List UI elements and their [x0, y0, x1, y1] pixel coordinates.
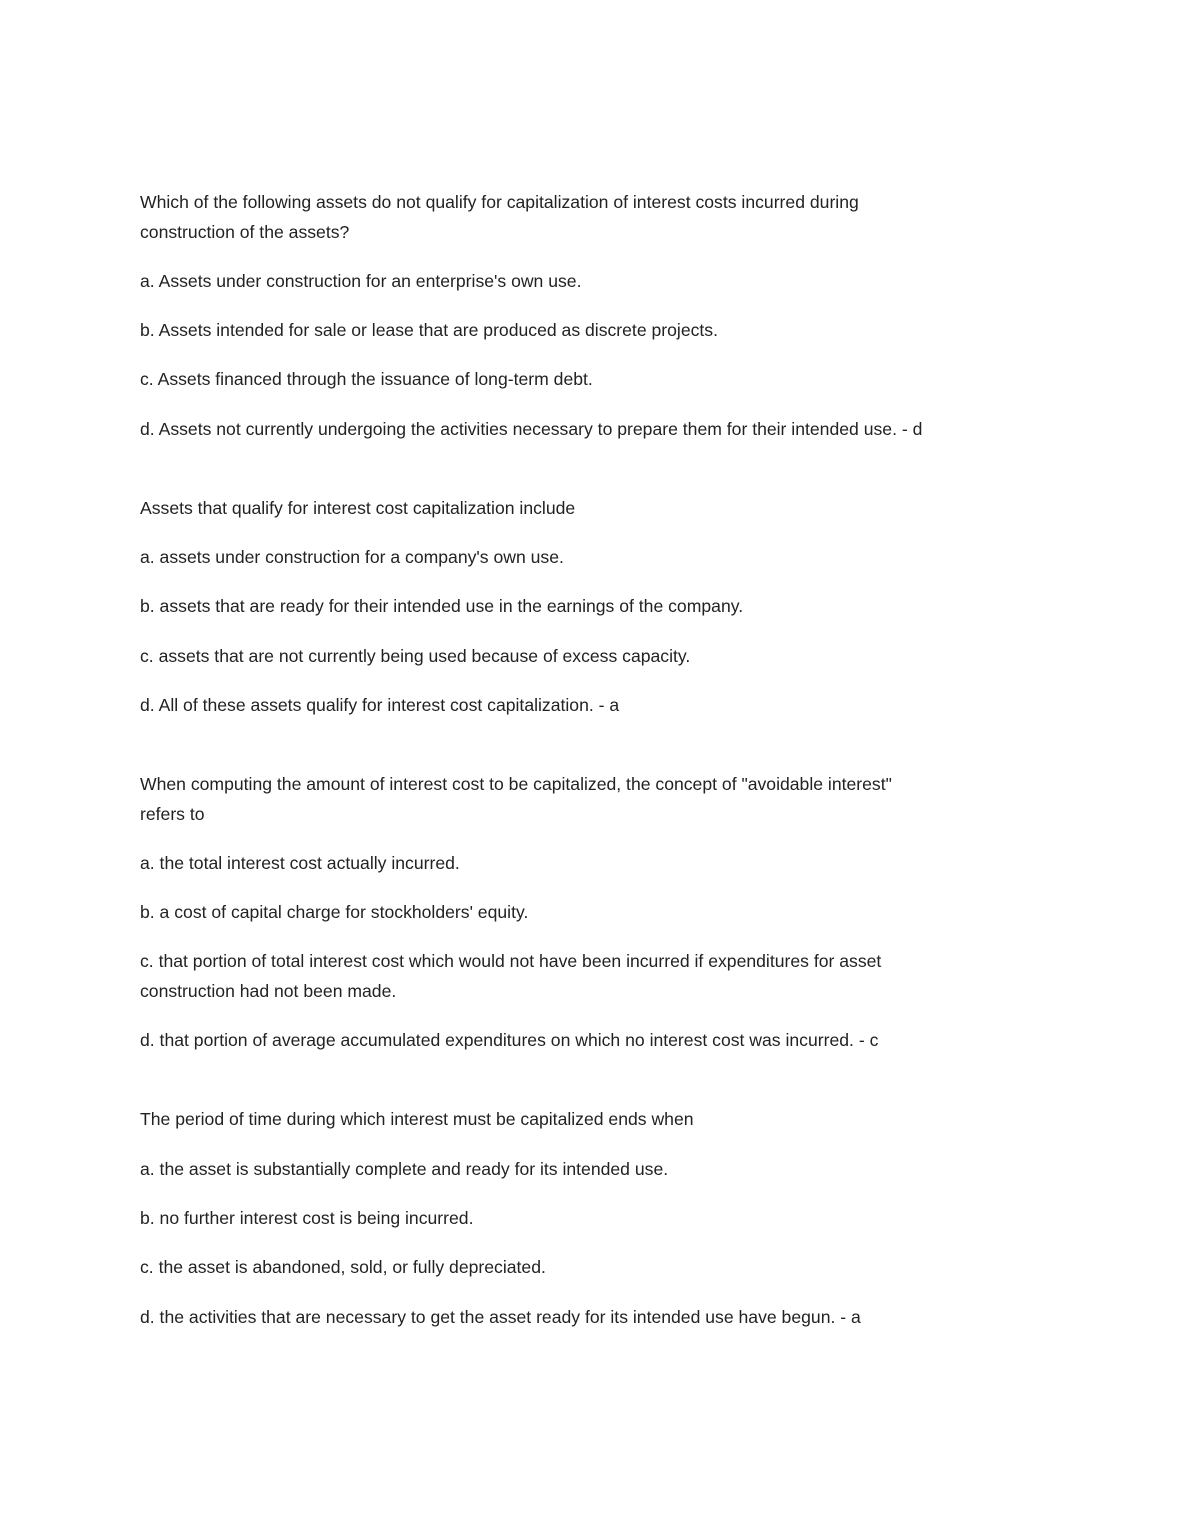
answer-option: [140, 1026, 1190, 1056]
answer-option-line: b. no further interest cost is being incurred.: [140, 1208, 474, 1228]
answer-option-line: construction had not been made.: [140, 981, 397, 1002]
question-stem-line: Assets that qualify for interest cost capitalization include: [140, 497, 576, 518]
answer-option-line: b. Assets intended for sale or lease that are produced as discrete projects.: [140, 320, 718, 341]
answer-option: [140, 365, 1190, 395]
question-stem-line: refers to: [140, 803, 205, 824]
question-block: [140, 1105, 1190, 1332]
answer-option-line: a. the asset is substantially complete and ready for its intended use.: [140, 1158, 669, 1179]
answer-option: [140, 267, 1190, 297]
answer-option: [140, 642, 1190, 672]
question-stem-line: construction of the assets?: [140, 221, 350, 242]
question-block: [140, 494, 1190, 721]
question-stem: [140, 188, 1190, 247]
question-block: [140, 770, 1190, 1056]
question-stem: [140, 494, 1190, 524]
answer-option-line: d. All of these assets qualify for interest cost capitalization. - a: [140, 694, 620, 715]
answer-option: [140, 1204, 1190, 1234]
question-stem-line: The period of time during which interest must be capitalized ends when: [140, 1109, 694, 1130]
answer-option-line: a. assets under construction for a company's own use.: [140, 547, 564, 568]
answer-option-line: d. the activities that are necessary to get the asset ready for its intended use have begun. - a: [140, 1306, 861, 1327]
question-stem: [140, 770, 1190, 829]
answer-option-line: c. that portion of total interest cost which would not have been incurred if expenditures for asset: [140, 951, 882, 972]
answer-option: [140, 1253, 1190, 1283]
answer-option: [140, 316, 1190, 346]
answer-option-line: c. assets that are not currently being used because of excess capacity.: [140, 645, 691, 666]
question-block: [140, 188, 1190, 444]
question-stem-line: Which of the following assets do not qualify for capitalization of interest costs incurred during: [140, 192, 859, 212]
answer-option: [140, 898, 1190, 928]
answer-option: [140, 415, 1190, 445]
answer-option-line: b. assets that are ready for their intended use in the earnings of the company.: [140, 596, 744, 617]
question-stem: [140, 1105, 1190, 1135]
answer-option: [140, 691, 1190, 721]
question-stem-line: When computing the amount of interest cost to be capitalized, the concept of "avoidable interest": [140, 774, 892, 795]
answer-option: [140, 543, 1190, 573]
answer-option-line: b. a cost of capital charge for stockholders' equity.: [140, 902, 529, 923]
answer-option-line: d. Assets not currently undergoing the activities necessary to prepare them for their intended use. - d: [140, 418, 923, 439]
answer-option-line: c. Assets financed through the issuance of long-term debt.: [140, 369, 593, 390]
answer-option-line: a. the total interest cost actually incurred.: [140, 852, 460, 873]
answer-option-line: d. that portion of average accumulated expenditures on which no interest cost was incurred. - c: [140, 1030, 879, 1051]
answer-option-line: c. the asset is abandoned, sold, or fully depreciated.: [140, 1257, 546, 1278]
answer-option: [140, 1155, 1190, 1185]
answer-option: [140, 849, 1190, 879]
answer-option: [140, 1303, 1190, 1333]
answer-option: [140, 947, 1190, 1006]
answer-option: [140, 592, 1190, 622]
answer-option-line: a. Assets under construction for an enterprise's own use.: [140, 270, 582, 291]
